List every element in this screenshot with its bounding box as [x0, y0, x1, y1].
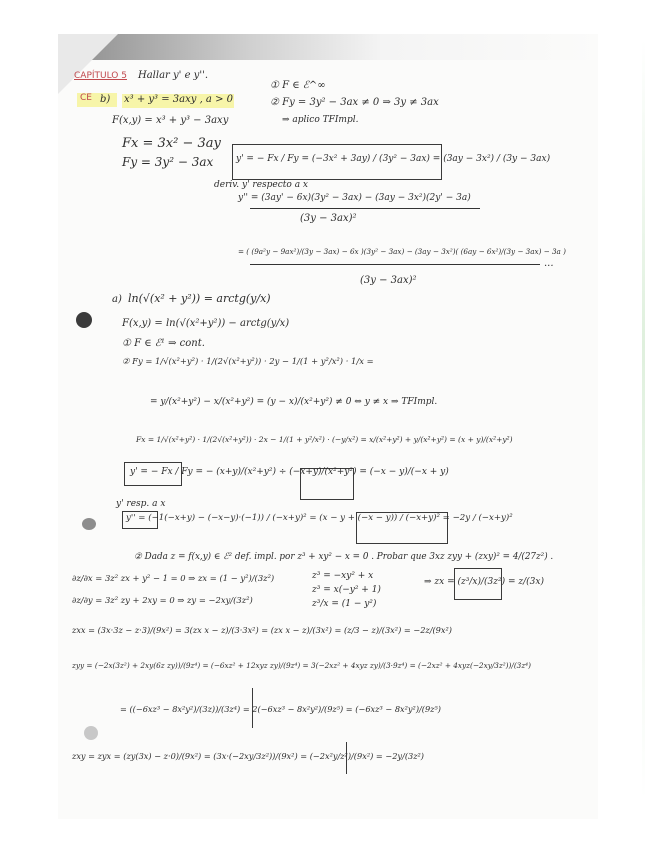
- page-edge-tint: [642, 40, 645, 800]
- ex-2-dz-dx: ∂z/∂x = 3z² zx + y² − 1 = 0 ⇒ zx = (1 − y²)/(3z²): [72, 573, 275, 583]
- ex-b-equation: x³ + y³ = 3axy , a > 0: [124, 94, 233, 105]
- ex-b-ypp-den: (3y − 3ax)²: [300, 213, 357, 224]
- ex-b-ypp-num: y'' = (3ay' − 6x)(3y² − 3ax) − (3ay − 3x²)(2y' − 3a): [238, 193, 471, 203]
- ex-2-dz-dy: ∂z/∂y = 3z² zy + 2xy = 0 ⇒ zy = −2xy/(3z²): [72, 595, 253, 605]
- ex-a-cond2: ② Fy = 1/√(x²+y²) · 1/(2√(x²+y²)) · 2y − 1/(1 + y²/x²) · 1/x =: [122, 356, 374, 366]
- ex-b-cond2: ② Fy = 3y² − 3ax ≠ 0 ⇒ 3y ≠ 3ax: [270, 97, 439, 108]
- ex-b-ypp-fraction-bar: [250, 208, 480, 209]
- ex-a-yprime: y' = − Fx / Fy = − (x+y)/(x²+y²) ÷ (−x+y)/(x²+y²) = (−x − y)/(−x + y): [130, 467, 449, 477]
- ex-b-deriv-note: deriv. y' respecto a x: [214, 180, 308, 190]
- ex-2-statement: ② Dada z = f(x,y) ∈ ℰ² def. impl. por z³ + xy² − x = 0 . Probar que 3xz zyy + (zxy)² = 4/(27z²) .: [134, 552, 554, 562]
- ex-b-F: F(x,y) = x³ + y³ − 3axy: [112, 115, 229, 126]
- ex-b-Fx: Fx = 3x² − 3ay: [122, 136, 221, 151]
- ex-a-cond2b: = y/(x²+y²) − x/(x²+y²) = (y − x)/(x²+y²) ≠ 0 ⇔ y ≠ x ⇒ TFImpl.: [150, 397, 438, 407]
- ex-b-ypp2-fraction-bar: [250, 264, 540, 265]
- ex-b-cond1: ① F ∈ ℰ^∞: [270, 80, 326, 91]
- ex-b-cond3: ⇒ aplico TFImpl.: [282, 115, 359, 125]
- punch-hole-2: [82, 518, 96, 530]
- task-title: Hallar y' e y''.: [138, 70, 208, 81]
- ex-b-Fy: Fy = 3y² − 3ax: [122, 155, 214, 169]
- punch-hole-3: [84, 726, 98, 740]
- ex-b-yprime: y' = − Fx / Fy = (−3x² + 3ay) / (3y² − 3ax) = (3ay − 3x²) / (3y − 3ax): [236, 154, 551, 164]
- ex-a-label: a): [112, 294, 122, 305]
- ex-b-label: b): [100, 94, 111, 105]
- ex-2-aux2: z³ = x(−y² + 1): [312, 585, 381, 595]
- ex-2-zxx: zxx = (3x·3z − z·3)/(9x²) = 3(zx x − z)/(3·3x²) = (zx x − z)/(3x²) = (z/3 − z)/(3x²) = −2z/(9x²): [72, 625, 452, 635]
- ex-a-Fx: Fx = 1/√(x²+y²) · 1/(2√(x²+y²)) · 2x − 1/(1 + y²/x²) · (−y/x²) = x/(x²+y²) + y/(x²+y²) = (x + y)/(x²+y²): [136, 435, 513, 444]
- tab-fragment: CE: [80, 93, 92, 103]
- ex-2-zxy-bracket: [272, 742, 347, 774]
- ex-2-zyy: zyy = (−2x(3z²) + 2xy(6z zy))/(9z⁴) = (−6xz² + 12xyz zy)/(9z⁴) = 3(−2xz² + 4xyz zy)/(3·9z⁴) = (−2xz² + 4xyz(−2xy/3z²))/(3z⁴): [72, 661, 531, 670]
- ex-2-aux1: z³ = −xy² + x: [312, 571, 374, 581]
- ex-2-zx-box: [454, 568, 502, 600]
- ex-b-ellipsis: ...: [544, 258, 554, 269]
- ex-a-resp-note: y' resp. a x: [116, 499, 166, 509]
- ex-b-ypp2-den: (3y − 3ax)²: [360, 275, 417, 286]
- folded-corner: [58, 34, 118, 94]
- ex-2-aux3: z³/x = (1 − y²): [312, 599, 377, 609]
- ex-2-zx-result: ⇒ zx = (z³/x)/(3z²) = z/(3x): [424, 577, 544, 587]
- scan-shadow-band: [58, 34, 598, 60]
- ex-a-equation: ln(√(x² + y²)) = arctg(y/x): [128, 292, 271, 305]
- ex-2-zxy: zxy = zyx = (zy(3x) − z·0)/(9x²) = (3x·(−2xy/3z²))/(9x²) = (−2x²y/z²)/(9x²) = −2y/(3z²): [72, 751, 425, 761]
- punch-hole-1: [76, 312, 92, 328]
- ex-b-ypp2-num: = ( (9a²y − 9ax²)/(3y − 3ax) − 6x )(3y² − 3ax) − (3ay − 3x²)( (6ay − 6x²)/(3y − 3ax) − 3a ): [238, 247, 566, 256]
- ex-a-F: F(x,y) = ln(√(x²+y²)) − arctg(y/x): [122, 318, 290, 329]
- chapter-label: CAPÍTULO 5: [74, 71, 127, 81]
- ex-a-cond1: ① F ∈ ℰ¹ ⇒ cont.: [122, 338, 205, 349]
- ex-a-ypp: y'' = (−1(−x+y) − (−x−y)·(−1)) / (−x+y)² = (x − y + (−x − y)) / (−x+y)² = −2y / (−x+y)²: [126, 513, 513, 523]
- ex-2-zyy2: = ((−6xz³ − 8x²y²)/(3z))/(3z⁴) = 2(−6xz³ − 8x²y²)/(9z⁵) = (−6xz³ − 8x²y²)/(9z⁵): [120, 704, 441, 714]
